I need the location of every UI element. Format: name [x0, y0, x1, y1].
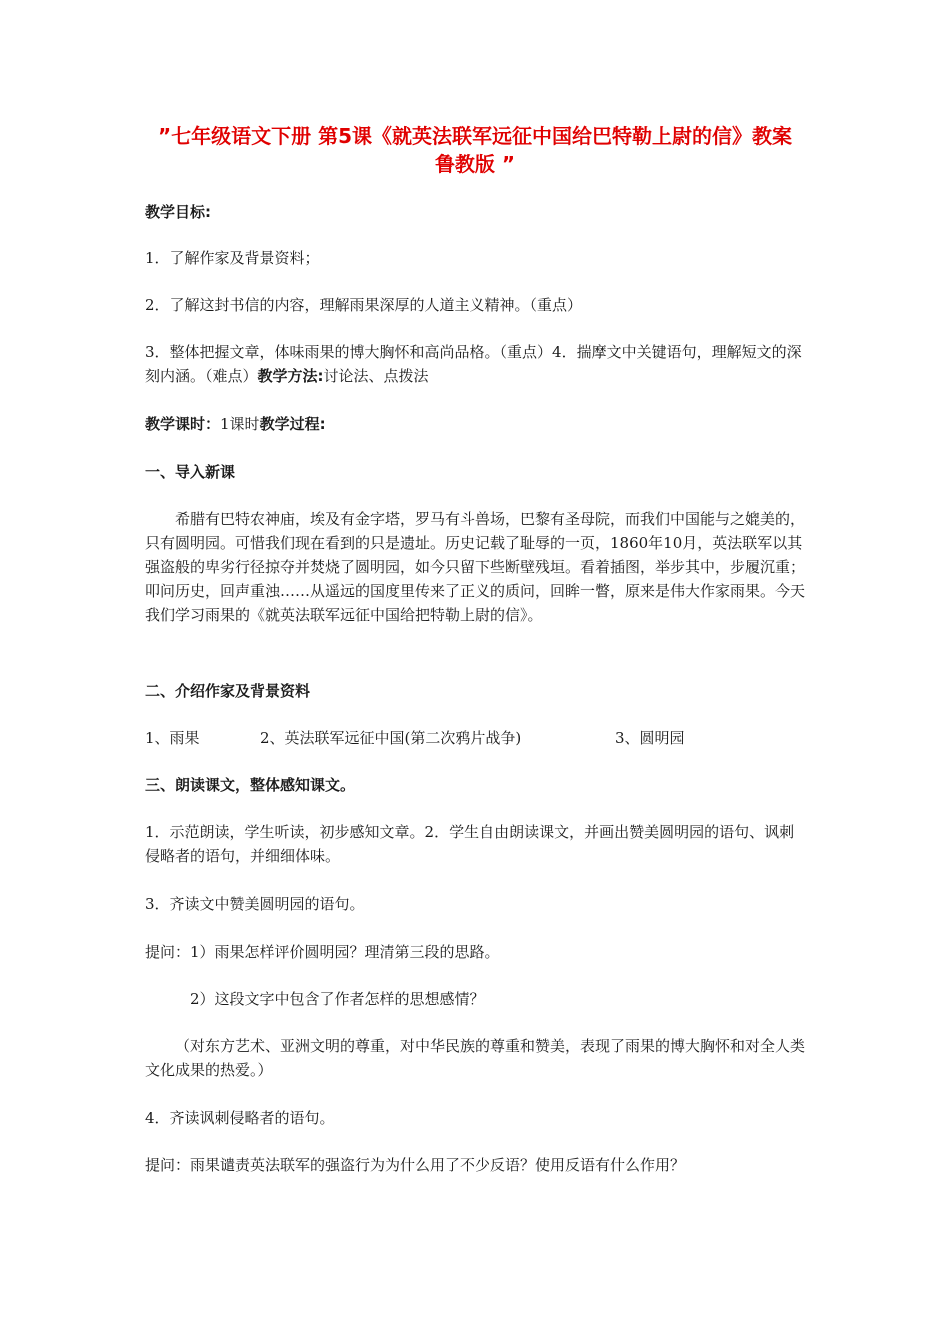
question-2: 2）这段文字中包含了作者怎样的思想感情？ — [190, 990, 485, 1008]
method-text: 讨论法、点拨法 — [323, 367, 429, 385]
hours-text: 1课时 — [220, 415, 260, 433]
section-2-heading: 二、介绍作家及背景资料 — [145, 682, 311, 700]
goal-2: 2．了解这封书信的内容，理解雨果深厚的人道主义精神。（重点） — [145, 296, 583, 314]
section-3-paragraph-1: 1．示范朗读，学生听读，初步感知文章。2．学生自由朗读课文，并画出赞美圆明园的语句、讽刺侵略者的语句，并细细体味。 — [145, 823, 795, 865]
section-1-paragraph: 希腊有巴特农神庙，埃及有金字塔，罗马有斗兽场，巴黎有圣母院，而我们中国能与之媲美的，只有圆明园。可惜我们现在看到的只是遗址。历史记载了耻辱的一页，1860年10月，英法联军以其强盗般的卑劣行径掠夺并焚烧了圆明园，如今只留下些断壁残垣。看着插图，举步其中，步履沉重；叩问历史，回声重浊……从遥远的国度里传来了正义的质问，回眸一瞥，原来是伟大作家雨果。今天我们学习雨果的《就英法联军远征中国给把特勒上尉的信》。 — [145, 510, 806, 624]
section-2-item-3: 3、圆明园 — [615, 729, 685, 747]
goal-3-4 — [145, 340, 805, 388]
method-label: 教学方法: — [257, 367, 324, 385]
section-3-paragraph-3: 3．齐读文中赞美圆明园的语句。 — [145, 895, 365, 913]
section-2-item-2: 2、英法联军远征中国(第二次鸦片战争) — [260, 729, 522, 747]
goal-3-4-text: 3．整体把握文章，体味雨果的博大胸怀和高尚品格。（重点）4．揣摩文中关键语句，理解短文的深刻内涵。（难点） — [145, 343, 802, 385]
goal-1: 1．了解作家及背景资料； — [145, 249, 320, 267]
process-label: 教学过程: — [259, 415, 326, 433]
document-title: ”七年级语文下册 第5课《就英法联军远征中国给巴特勒上尉的信》教案 鲁教版 ” — [157, 124, 793, 176]
question-1: 提问：1）雨果怎样评价圆明园？理清第三段的思路。 — [145, 943, 500, 961]
section-3-paragraph-4: 4．齐读讽刺侵略者的语句。 — [145, 1109, 335, 1127]
question-3: 提问：雨果谴责英法联军的强盗行为为什么用了不少反语？使用反语有什么作用？ — [145, 1156, 686, 1174]
section-2-items — [145, 726, 805, 750]
section-1-heading: 一、导入新课 — [145, 463, 236, 481]
hours-label: 教学课时： — [145, 415, 221, 433]
answer-paragraph: （对东方艺术、亚洲文明的尊重，对中华民族的尊重和赞美，表现了雨果的博大胸怀和对全人类文化成果的热爱。） — [145, 1037, 806, 1079]
section-2-item-1: 1、雨果 — [145, 729, 200, 747]
goals-heading: 教学目标: — [145, 203, 211, 221]
section-3-heading: 三、朗读课文，整体感知课文。 — [145, 776, 356, 794]
hours-line — [145, 412, 805, 436]
